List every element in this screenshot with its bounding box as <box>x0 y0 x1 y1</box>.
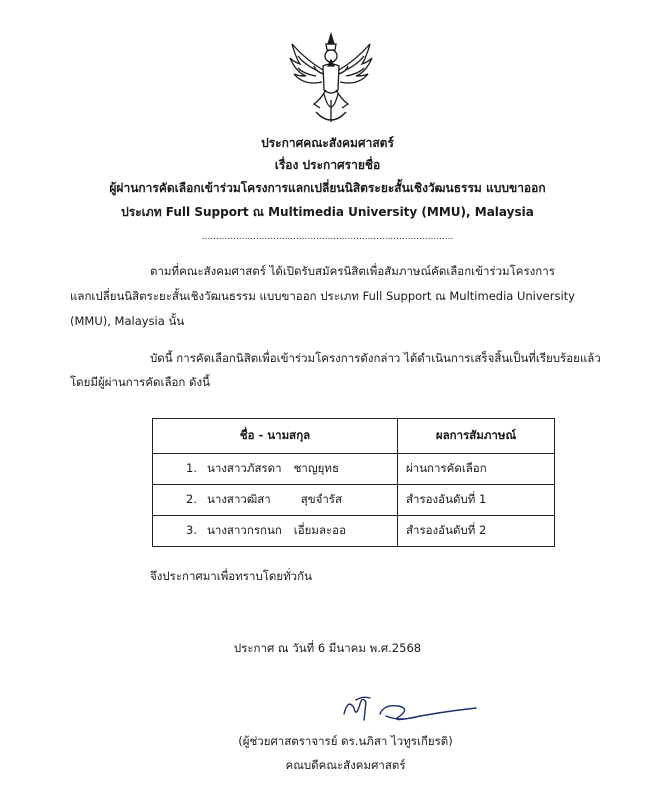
signature-mark <box>340 692 480 728</box>
paragraph-1-line-2: แลกเปลี่ยนนิสิตระยะสั้นเชิงวัฒนธรรม แบบขาออก ประเภท Full Support ณ Multimedia University <box>70 289 575 303</box>
first-name: นางสาวกรกนก <box>207 523 282 537</box>
table-row <box>153 485 555 516</box>
first-name: นางสาวภัสรดา <box>207 461 282 475</box>
announcement-date: ประกาศ ณ วันที่ 6 มีนาคม พ.ศ.2568 <box>233 641 422 655</box>
column-header-name: ชื่อ - นามสกุล <box>153 419 398 454</box>
announcement-subject: เรื่อง ประกาศรายชื่อ <box>274 158 381 172</box>
column-header-result: ผลการสัมภาษณ์ <box>398 419 555 454</box>
name-cell <box>153 454 398 485</box>
results-table <box>152 418 555 547</box>
row-number: 2. <box>186 492 197 506</box>
signer-position: คณบดีคณะสังคมศาสตร์ <box>285 758 406 772</box>
surname: ชาญยุทธ <box>293 461 339 475</box>
separator-line: ........................................................................................ <box>201 232 454 242</box>
garuda-emblem-icon <box>286 30 376 130</box>
surname: สุขจำรัส <box>300 492 343 506</box>
announcement-heading: ผู้ผ่านการคัดเลือกเข้าร่วมโครงการแลกเปลี่ยนนิสิตระยะสั้นเชิงวัฒนธรรม แบบขาออก <box>109 181 546 195</box>
row-number: 3. <box>186 523 197 537</box>
table-row <box>153 454 555 485</box>
surname: เอี่ยมละออ <box>293 523 346 537</box>
announcement-program-type: ประเภท Full Support ณ Multimedia University (MMU), Malaysia <box>121 205 534 219</box>
paragraph-1-line-3: (MMU), Malaysia นั้น <box>70 314 185 328</box>
table-row <box>153 516 555 547</box>
paragraph-2-line-2: โดยมีผู้ผ่านการคัดเลือก ดังนี้ <box>70 375 210 389</box>
result-cell: ผ่านการคัดเลือก <box>398 454 555 485</box>
table-header-row <box>153 419 555 454</box>
paragraph-1-line-1: ตามที่คณะสังคมศาสตร์ ได้เปิดรับสมัครนิสิตเพื่อสัมภาษณ์คัดเลือกเข้าร่วมโครงการ <box>150 264 555 278</box>
result-cell: สำรองอันดับที่ 1 <box>398 485 555 516</box>
row-number: 1. <box>186 461 197 475</box>
paragraph-2-line-1: บัดนี้ การคัดเลือกนิสิตเพื่อเข้าร่วมโครงการดังกล่าว ได้ดำเนินการเสร็จสิ้นเป็นที่เรียบร้อยแล้ว <box>150 351 601 365</box>
first-name: นางสาวฒิสา <box>207 492 271 506</box>
result-cell: สำรองอันดับที่ 2 <box>398 516 555 547</box>
closing-statement: จึงประกาศมาเพื่อทราบโดยทั่วกัน <box>150 569 312 583</box>
name-cell <box>153 516 398 547</box>
signer-name: (ผู้ช่วยศาสตราจารย์ ดร.นภิสา ไวทูรเกียรติ) <box>238 734 453 748</box>
announcement-title: ประกาศคณะสังคมศาสตร์ <box>261 136 394 150</box>
name-cell <box>153 485 398 516</box>
